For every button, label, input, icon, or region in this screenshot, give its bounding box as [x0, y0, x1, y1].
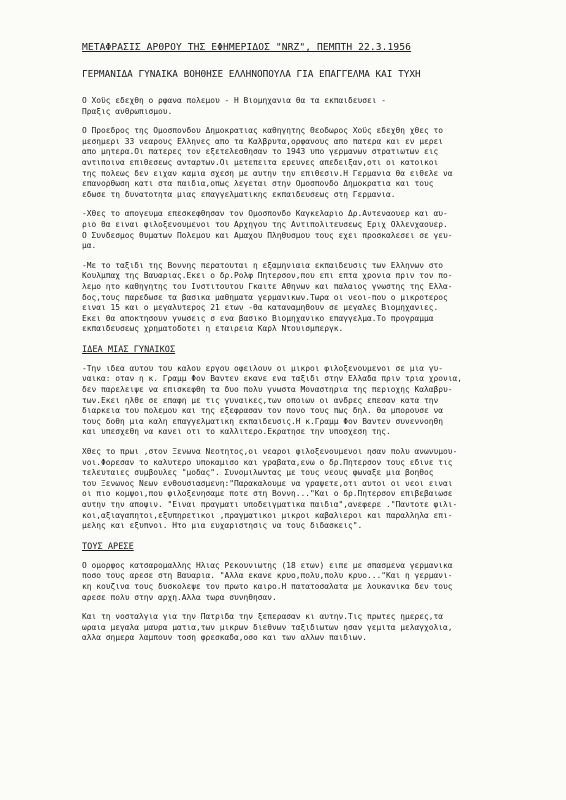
text-line: αυτην την αποψιν. "Ειναι πραγματι υποδειγματικα παιδια",ανεφερε ."Παντοτε φιλι- [82, 500, 458, 509]
section-heading-liked: ΤΟΥΣ ΑΡΕΣΕ [82, 541, 134, 552]
text-line: δος,τους παρεδωσε τα βασικα μαθηματα γερμανικων.Τωρα οι νεοι-που ο μικροτερος [82, 292, 448, 302]
paragraph-3 [82, 261, 526, 335]
text-line: -Χθες το απογευμα επεσκεφθησαν τον Ομοσπονδο Καγκελαριο Δρ.Αντεναουερ και αυ- [82, 209, 448, 219]
text-line: μελης και εξυπνοι. Ητο μια ευχαριστησις να τους διδασκεις". [82, 521, 363, 531]
text-line: του Ξενωνος Νεων ενθουσιασμενη:"Παρακαλουμε να γραψετε,οτι αυτοι οι νεοι ειναι [82, 478, 453, 488]
paragraph-1 [82, 126, 526, 200]
text-line: μα. [82, 241, 97, 251]
text-line: λεμο ητο καθηγητης του Ινστιτουτου Γκαιτε Αθηνων και παλαιος γνωστης της Ελλα- [82, 281, 453, 291]
text-line: ριο θα ειναι φιλοξενουμενοι του Αρχηγου της Αντιπολιτευσεως Εριχ Ολλενχαουερ. [82, 219, 448, 229]
text-line: τελευταιες συμβουλες "μοδας". Συνομιλωντας με τους νεους φωναξε μια βοηθος [82, 468, 434, 478]
text-line: κη κουζινα τους δυσκολεψε τον πρωτο καιρο.Η πατατοσαλατα με λουκανικα δεν τους [82, 581, 453, 591]
text-line: -Την ιδεα αυτου του καλου εργου οφειλουν οι μικροι φιλοξενουμενοι σε μια γυ- [82, 363, 444, 373]
text-line: εκπαιδευσεως χρηματοδοτει η εταιρεια Καρλ Ντουισμπεργκ. [82, 324, 344, 334]
text-line: Κουλμπαχ της Βαυαριας.Εκει ο δρ.Ρολφ Πητερσον,που επι επτα χρονια πριν τον πο- [82, 271, 453, 281]
text-line: των.Εκει ηλθε σε επαφη με τις γυναικες,των οποιων οι ανδρες επεσαν κατα την [82, 395, 439, 405]
text-line: -Με το ταξιδι της Βοννης περατουται η εξαμηνιαια εκπαιδευσις των Ελληνων στο [82, 260, 444, 270]
text-line: αλλα σημερα λαμπουν τοση φρεσκαδα,οσο και των αλλων παιδιων. [82, 633, 368, 643]
text-line: Ο Συνδεσμος Θυματων Πολεμου και Αμαχου Πληθυσμου τους εχει προσκαλεσει σε γευ- [82, 230, 453, 240]
document-header: ΜΕΤΑΦΡΑΣΙΣ ΑΡΘΡΟΥ ΤΗΣ ΕΦΗΜΕΡΙΔΟΣ "NRZ", ΠΕΜΠΤΗ 22.3.1956 [82, 42, 412, 53]
text-line: Εκει θα αποκτησουν γνωσεις σ ενα βασικο Βιομηχανικο επαγγελμα.Το προγραμμα [82, 313, 434, 323]
text-line: ποσο τους αρεσε στη Βαυαρια. "Αλλα εκανε κρυο,πολυ,πολυ κρυο..."Και η γερμανι- [82, 571, 453, 581]
text-line: Και τη νοσταλγια για την Πατριδα την ξεπερασαν κι αυτην.Τις πρωτες ημερες,τα [82, 612, 444, 622]
text-line: αρεσε πολυ στην αρχη.Αλλα τωρα συνηθησαν. [82, 592, 277, 602]
text-line: μεσημερι 33 νεαρους Ελληνες απο τα Καλβρυτα,ορφανους απο πατερα και εν μερει [82, 136, 444, 146]
text-line: εδωσε τη δυνατοτητα μιας επαγγελματικης εκπαιδευσεως στη Γερμανια. [82, 189, 396, 199]
text-line: ωραια μεγαλα μαυρα ματια,των μικρων διεθνων ταξιδιωτων ησαν γεμιτα μελαγχολια, [82, 622, 453, 632]
text-line: επανορθωση κατι στα παιδια,οπως λεγεται στην Ομοσπονδο Δημοκρατια και τους [82, 179, 434, 189]
text-line: Πραξις ανθρωπισμου. [82, 106, 173, 116]
text-line: ειναι 15 και ο μεγαλυτερος 21 ετων -θα καταναμηθουν σε μεγαλες Βιομηχανιες. [82, 303, 439, 313]
text-line: κοι,αξιαγαπητοι,εξυπηρετικοι ,πραγματικοι μικροι καβαλιεροι και παραλληλα επι- [82, 510, 453, 520]
text-line: οι πιο κομψοι,που φιλοξενησαμε ποτε στη Βοννη..."Και ο δρ.Πητερσον επιβεβαιωσε [82, 489, 453, 499]
text-line: της πολεως δεν ειχαν καμια σχεση με αυτην την επιθεσιν.Η Γερμανια θα ειθελε να [82, 168, 453, 178]
text-line: δεν παρελειψε να επισκεφθη τα δυο πολυ γνωστα Μοναστηρια της περιοχης Καλαβρυ- [82, 385, 453, 395]
text-line: ναικα: οταν η κ. Γραμμ Φον Βαντεν εκανε ενα ταξιδι στην Ελλαδα πριν τρια χρονια, [82, 374, 463, 384]
text-line: Ο Χοϋς εδεχθη ο ρφανα πολεμου - Η Βιομηχανια θα τα εκπαιδευσει - [82, 96, 387, 105]
paragraph-5 [82, 447, 526, 532]
text-line: διαρκεια του πολεμου και της εξεφρασαν τον πονο τους πως δηλ. θα μπορουσε να [82, 406, 444, 416]
paragraph-4 [82, 364, 526, 438]
intro-paragraph [82, 96, 526, 117]
paragraph-6 [82, 561, 526, 603]
text-line: Ο ομορφος κατσαρομαλλης Ηλιας Ρεκουνιωτης (18 ετων) ειπε με σπασμενα γερμανικα [82, 560, 453, 570]
article-title: ΓΕΡΜΑΝΙΔΑ ΓΥΝΑΙΚΑ ΒΟΗΘΗΣΕ ΕΛΛΗΝΟΠΟΥΛΑ ΓΙΑ ΕΠΑΓΓΕΛΜΑ ΚΑΙ ΤΥΧΗ [82, 69, 421, 80]
text-line: τους δοθη μια καλη επαγγελματικη εκπαιδευσις.Η κ.Γραμμ Φον Βαντεν συνεννοηθη [82, 416, 444, 426]
text-line: Χθες το πρωι ,στον Ξενωνα Νεοτητος,οι νεαροι φιλοξενουμενοι ησαν πολυ ανωνυμου- [82, 447, 458, 457]
text-line: Ο Προεδρος της Ομοσπονδου Δημοκρατιας καθηγητης Θεοδωρος Χοϋς εδεχθη χθες το [82, 126, 444, 136]
paragraph-7 [82, 612, 526, 644]
paragraph-2 [82, 209, 526, 251]
text-line: απο μητερα.Οι πατερες τον εξετελεσθησαν το 1943 υπο γερμανων στρατιωτων εις [82, 147, 439, 157]
text-line: νοι.Φορεσαν το καλυτερο υποκαμισο και γραβατα,ενω ο δρ.Πητερσον τους εδινε τις [82, 457, 453, 467]
text-line: και υπεσχεθη να κανει οτι το καλλιτερο.Εκρατησε την υποσχεση της. [82, 427, 391, 437]
section-heading-idea: ΙΔΕΑ ΜΙΑΣ ΓΥΝΑΙΚΟΣ [82, 344, 176, 355]
text-line: αντιποινα επιθεσεως ανταρτων.Οι μετεπειτα ερευνες απεδειξαν,οτι οι κατοικοι [82, 157, 439, 167]
